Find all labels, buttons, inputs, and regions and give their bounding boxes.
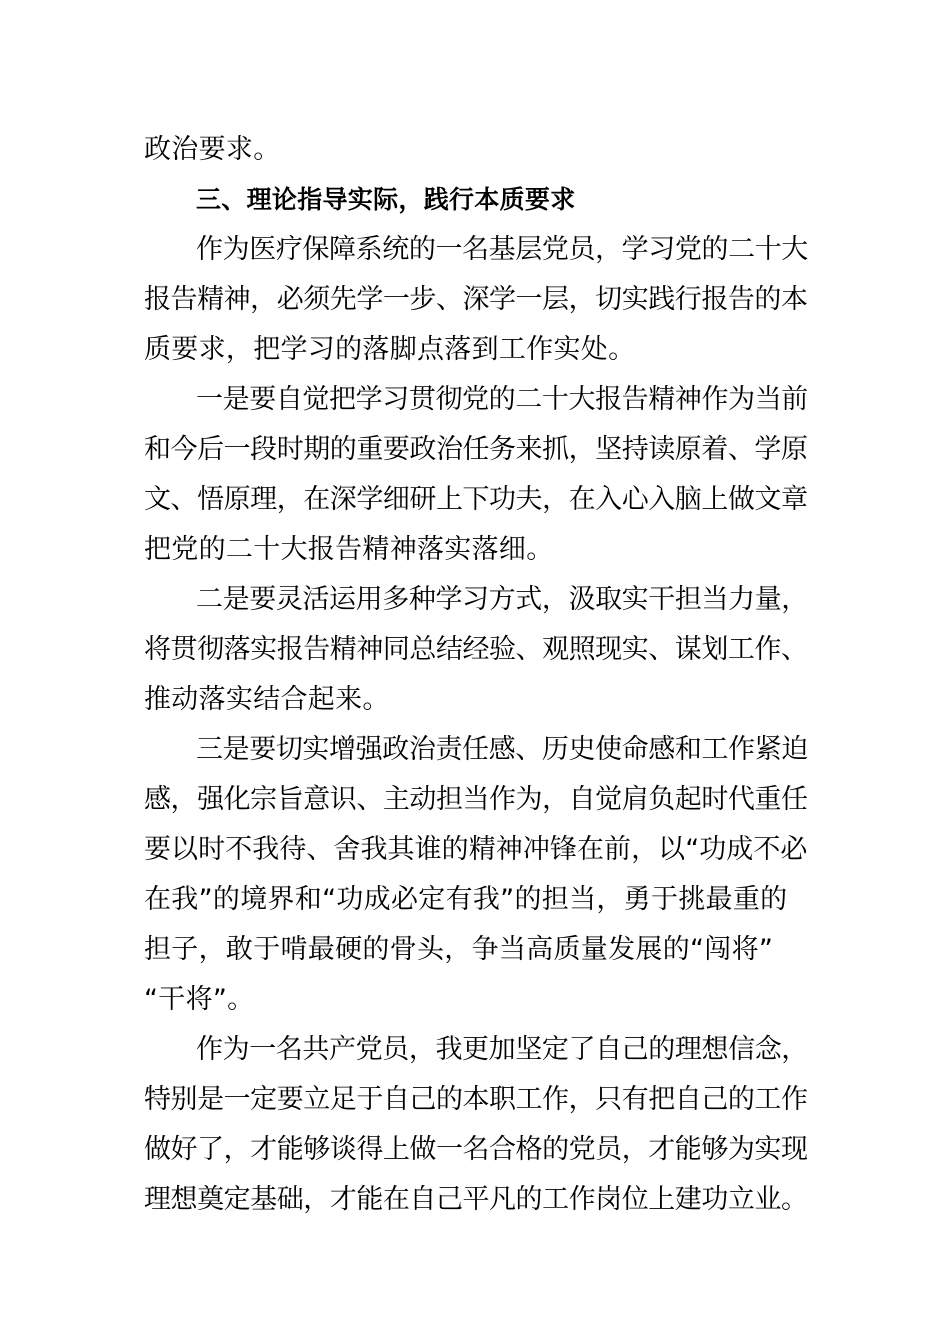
text-line: 担子，敢于啃最硬的骨头，争当高质量发展的“闯将”: [144, 934, 774, 965]
text-line: 质要求，把学习的落脚点落到工作实处。: [144, 334, 636, 365]
text-line: 作为医疗保障系统的一名基层党员，学习党的二十大: [196, 234, 808, 265]
text-line: 三是要切实增强政治责任感、历史使命感和工作紧迫: [196, 734, 808, 765]
text-line: 报告精神，必须先学一步、深学一层，切实践行报告的本: [144, 284, 808, 315]
text-line: “干将”。: [144, 984, 255, 1015]
section-heading: 三、理论指导实际，践行本质要求: [196, 185, 576, 214]
text-line: 一是要自觉把学习贯彻党的二十大报告精神作为当前: [196, 384, 808, 415]
text-line: 将贯彻落实报告精神同总结经验、观照现实、谋划工作、: [144, 634, 808, 665]
text-line: 文、悟原理，在深学细研上下功夫，在入心入脑上做文章: [144, 484, 808, 515]
text-line: 作为一名共产党员，我更加坚定了自己的理想信念，: [196, 1034, 808, 1065]
text-line: 政治要求。: [144, 134, 281, 165]
text-line: 和今后一段时期的重要政治任务来抓，坚持读原着、学原: [144, 434, 808, 465]
text-line: 特别是一定要立足于自己的本职工作，只有把自己的工作: [144, 1084, 808, 1115]
text-line: 理想奠定基础，才能在自己平凡的工作岗位上建功立业。: [144, 1184, 808, 1215]
text-line: 做好了，才能够谈得上做一名合格的党员，才能够为实现: [144, 1134, 808, 1165]
text-line: 在我”的境界和“功成必定有我”的担当，勇于挑最重的: [144, 884, 788, 915]
text-line: 要以时不我待、舍我其谁的精神冲锋在前，以“功成不必: [144, 834, 808, 865]
text-line: 二是要灵活运用多种学习方式，汲取实干担当力量，: [196, 584, 808, 615]
text-line: 感，强化宗旨意识、主动担当作为，自觉肩负起时代重任: [144, 784, 808, 815]
text-line: 推动落实结合起来。: [144, 684, 390, 715]
text-line: 把党的二十大报告精神落实落细。: [144, 534, 554, 565]
